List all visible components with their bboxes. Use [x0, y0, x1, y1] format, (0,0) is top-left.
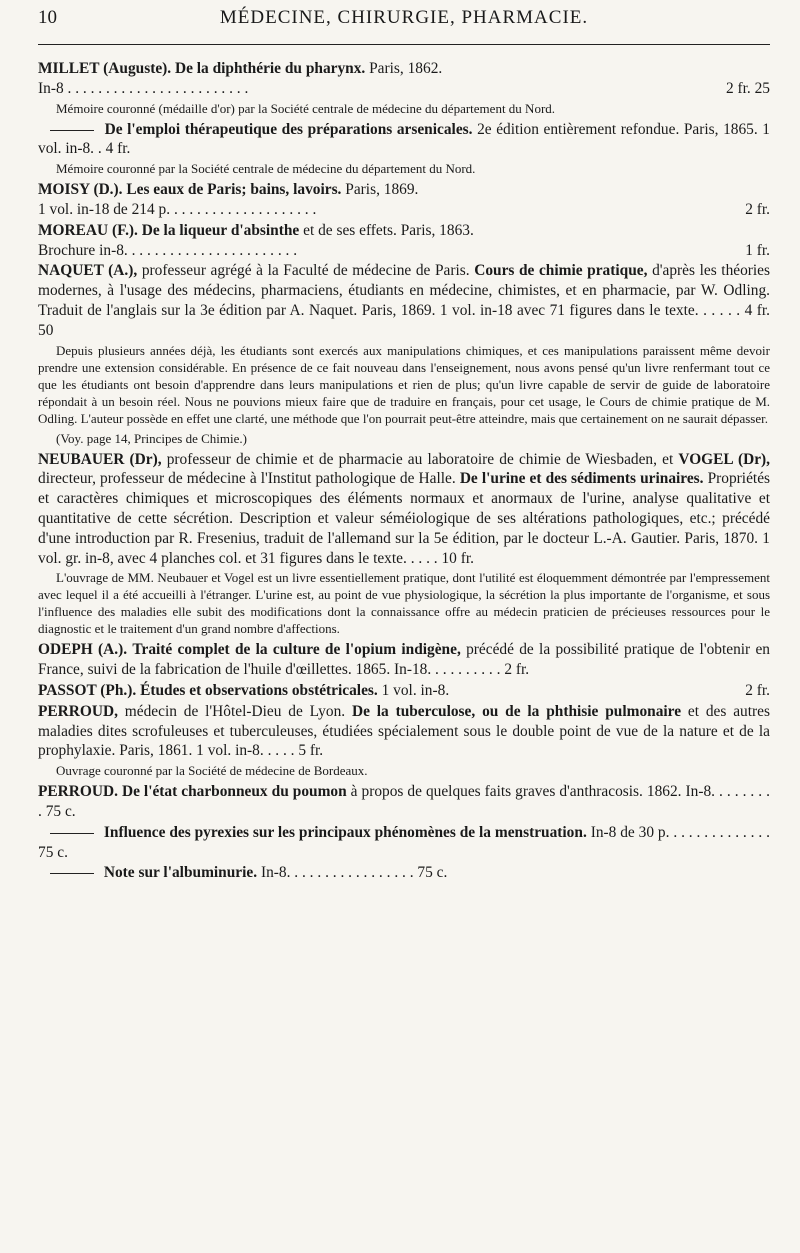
entry-text: In-8. — [260, 864, 291, 882]
entry-naquet: NAQUET (A.), professeur agrégé à la Faculté de médecine de Paris. Cours de chimie pratique, d'après les théories modernes, à l'usage des médecins, pharmaciens, étudiants en médecine, chimistes, et en pharmacie, par W. Odling. Traduit de l'anglais sur la 3e édition par A. Naquet. Paris, 1869. 1 vol. in-18 avec 71 figures dans le texte. . . . . . 4 fr. 50 — [38, 262, 771, 339]
entry-moreau: MOREAU (F.). De la liqueur d'absinthe et de ses effets. Paris, 1863. Brochure in-8. . . . . . . . . . . . . . . . . . . . . . . 1 fr. — [38, 221, 770, 259]
entry-note: Mémoire couronné par la Société centrale de médecine du département du Nord. — [56, 161, 476, 177]
entry-author: ODEPH (A.). — [38, 641, 128, 659]
entry-text: 2e édition entièrement refondue. Paris, 1865. 1 vol. in-8. — [38, 120, 770, 158]
entry-author: MOISY (D.). — [38, 181, 123, 199]
entry-author: NAQUET (A.), — [38, 262, 138, 280]
entry-millet-arsenic: De l'emploi thérapeutique des préparations arsenicales. 2e édition entièrement refondue. Paris, 1865. 1 vol. in-8. . 4 fr. — [38, 120, 770, 158]
entry-author: PASSOT (Ph.). — [38, 681, 137, 699]
entry-text: Propriétés et caractères chimiques et microscopiques des éléments normaux et anormaux de l'urine, analyse qualitative et quantitative de cette sécrétion. Description et valeur séméiologique de ses altérations pathologiques, etc.; précédé d'une introduction par R. Fresenius, traduit de l'allemand sur la 5e édition, par le docteur L.-A. Gautier. Paris, 1870. 1 vol. gr. in-8, avec 4 planches col. et 31 figures dans le texte. — [38, 470, 771, 567]
entry-format: In-8 — [38, 79, 64, 97]
page-header — [38, 0, 770, 45]
entry-title: De l'urine et des sédiments urinaires. — [459, 470, 704, 488]
entry-text: In-8 de 30 p. — [590, 823, 670, 841]
entry-millet: MILLET (Auguste). De la diphthérie du pharynx. Paris, 1862. In-8 . . . . . . . . . . . . . . . . . . . . . . . . 2 fr. 25 — [38, 60, 770, 97]
entry-author: NEUBAUER (Dr), — [38, 450, 162, 468]
ditto-rule — [50, 833, 94, 834]
entry-text: et de ses effets. Paris, 1863. — [303, 221, 474, 239]
entry-price: 75 c. — [38, 843, 68, 861]
entry-price: 75 c. — [417, 864, 448, 882]
entry-price: 10 fr. — [441, 549, 474, 567]
entry-price: 2 fr. 25 — [725, 79, 770, 97]
entry-text: professeur de chimie et de pharmacie au laboratoire de chimie de Wiesbaden, et — [166, 450, 674, 468]
entry-text: médecin de l'Hôtel-Dieu de Lyon. — [124, 702, 346, 720]
entry-text: Paris, 1869. — [345, 181, 419, 199]
entry-author: PERROUD, — [38, 702, 118, 720]
entry-price: 5 fr. — [298, 742, 324, 760]
entry-author: MOREAU (F.). — [38, 221, 138, 239]
entry-perroud-pyrexies: Influence des pyrexies sur les principaux phénomènes de la menstruation. In-8 de 30 p. . . . . . . . . . . . . . 75 c. — [38, 823, 770, 861]
entry-perroud-albuminurie: Note sur l'albuminurie. In-8. . . . . . . . . . . . . . . . . 75 c. — [38, 863, 770, 883]
entry-text: directeur, professeur de médecine à l'Institut pathologique de Halle. — [38, 470, 456, 488]
entry-author: PERROUD. — [38, 783, 118, 801]
entry-price: 2 fr. — [504, 661, 530, 679]
entry-title: De l'emploi thérapeutique des préparations arsenicales. — [104, 120, 473, 138]
entry-text: d'après les théories modernes, à l'usage des médecins, pharmaciens, étudiants en médecine, chimistes, et en pharmacie, par W. Odling. Traduit de l'anglais sur la 3e édition par A. Naquet. Paris, 1869. 1 vol. in-18 avec 71 figures dans le texte. — [38, 262, 771, 319]
entry-author: VOGEL (Dr), — [678, 450, 771, 468]
entry-text: 1 vol. in-8. — [381, 681, 450, 699]
entry-perroud-charbon: PERROUD. De l'état charbonneux du poumon à propos de quelques faits graves d'anthracosis. 1862. In-8. . . . . . . . . 75 c. — [38, 783, 770, 820]
running-title: MÉDECINE, CHIRURGIE, PHARMACIE. — [219, 7, 589, 28]
entry-text: à propos de quelques faits graves d'anthracosis. 1862. In-8. — [350, 783, 716, 801]
entry-text: et des autres maladies dites scrofuleuses et tuberculeuses, étudiées spécialement sous le double point de vue de la nature et de la prophylaxie. Paris, 1861. 1 vol. in-8. — [38, 702, 770, 760]
entry-title: Études et observations obstétricales. — [140, 681, 378, 699]
entry-text: Paris, 1862. — [369, 60, 443, 77]
entry-title: De la diphthérie du pharynx. — [174, 60, 366, 77]
entry-format: 1 vol. in-18 de 214 p. — [38, 200, 171, 218]
entry-note: Mémoire couronné (médaille d'or) par la Société centrale de médecine du département du Nord. — [56, 100, 556, 116]
entry-neubauer: NEUBAUER (Dr), professeur de chimie et de pharmacie au laboratoire de chimie de Wiesbaden, et VOGEL (Dr), directeur, professeur de médecine à l'Institut pathologique de Halle. De l'urine et des sédiments urinaires. Propriétés et caractères chimiques et microscopiques des éléments normaux et anormaux de l'urine, analyse qualitative et quantitative de cette sécrétion. Description et valeur séméiologique de ses altérations pathologiques, etc.; précédé d'une introduction par R. Fresenius, traduit de l'allemand sur la 5e édition, par le docteur L.-A. Gautier. Paris, 1870. 1 vol. gr. in-8, avec 4 planches col. et 31 figures dans le texte. . . . . 10 fr. — [38, 450, 771, 567]
entry-format: Brochure in-8. — [38, 241, 128, 259]
entry-title: Cours de chimie pratique, — [474, 262, 648, 280]
ditto-rule — [50, 130, 94, 131]
entry-see-also: (Voy. page 14, Principes de Chimie.) — [56, 430, 247, 446]
entry-note: Ouvrage couronné par la Société de médecine de Bordeaux. — [56, 763, 368, 779]
entry-price: 1 fr. — [745, 241, 770, 259]
entry-title: De l'état charbonneux du poumon — [121, 783, 347, 801]
entry-note: Depuis plusieurs années déjà, les étudiants sont exercés aux manipulations chimiques, et ces manipulations paraissent même devoir prendre une extension considérable. En présence de ce fait nouveau dans l'enseignement, nous avons pensé qu'un livre renfermant tout ce que les étudiants ont besoin d'apprendre dans leurs manipulations et rien de plus; qu'un livre capable de servir de guide de laboratoire répondait à un besoin réel. Nous ne pouvions mieux faire que de traduire en français, pour cet usage, le Cours de chimie pratique de M. Odling. L'auteur possède en effet une clarté, une méthode que l'on pourrait peut-être atteindre, mais que certainement on ne saurait dépasser. — [38, 342, 770, 426]
entry-title: Note sur l'albuminurie. — [103, 864, 258, 882]
entry-price: 4 fr. 50 — [38, 301, 770, 339]
entry-author: MILLET (Auguste). — [38, 60, 172, 77]
entry-perroud: PERROUD, médecin de l'Hôtel-Dieu de Lyon. De la tuberculose, ou de la phthisie pulmonaire et des autres maladies dites scrofuleuses et tuberculeuses, étudiées spécialement sous le double point de vue de la nature et de la prophylaxie. Paris, 1861. 1 vol. in-8. . . . . 5 fr. — [38, 702, 770, 760]
page-number: 10 — [38, 7, 57, 28]
entry-text: précédé de la possibilité pratique de l'obtenir en France, suivi de la fabrication de l'huile d'œillettes. 1865. In-18. — [38, 641, 770, 679]
entry-title: Influence des pyrexies sur les principaux phénomènes de la menstruation. — [103, 823, 587, 841]
entry-title: Traité complet de la culture de l'opium indigène, — [132, 641, 461, 659]
entry-moisy: MOISY (D.). Les eaux de Paris; bains, lavoirs. Paris, 1869. 1 vol. in-18 de 214 p. . . . . . . . . . . . . . . . . . . . 2 fr. — [38, 181, 770, 218]
entry-price: 75 c. — [45, 802, 76, 820]
entry-text: professeur agrégé à la Faculté de médecine de Paris. — [141, 262, 470, 280]
entry-price: 2 fr. — [745, 681, 770, 699]
ditto-rule — [50, 873, 94, 874]
entry-odeph: ODEPH (A.). Traité complet de la culture de l'opium indigène, précédé de la possibilité pratique de l'obtenir en France, suivi de la fabrication de l'huile d'œillettes. 1865. In-18. . . . . . . . . . 2 fr. — [38, 641, 770, 679]
entry-price: 4 fr. — [105, 140, 131, 158]
entry-note: L'ouvrage de MM. Neubauer et Vogel est un livre essentiellement pratique, dont l'utilité est éloquemment démontrée par l'empressement avec lequel il a été accueilli à l'étranger. L'urine est, au point de vue physiologique, la sécrétion la plus importante de l'organisme, et sous l'influence des maladies elle subit des modifications dont la connaissance offre au médecin praticien de précieuses ressources pour le diagnostic et le traitement d'un grand nombre d'affections. — [38, 570, 770, 637]
entry-price: 2 fr. — [745, 200, 770, 218]
entry-title: De la tuberculose, ou de la phthisie pulmonaire — [351, 702, 682, 720]
entry-title: Les eaux de Paris; bains, lavoirs. — [126, 181, 342, 199]
entry-passot — [38, 681, 770, 701]
entry-title: De la liqueur d'absinthe — [141, 221, 300, 239]
